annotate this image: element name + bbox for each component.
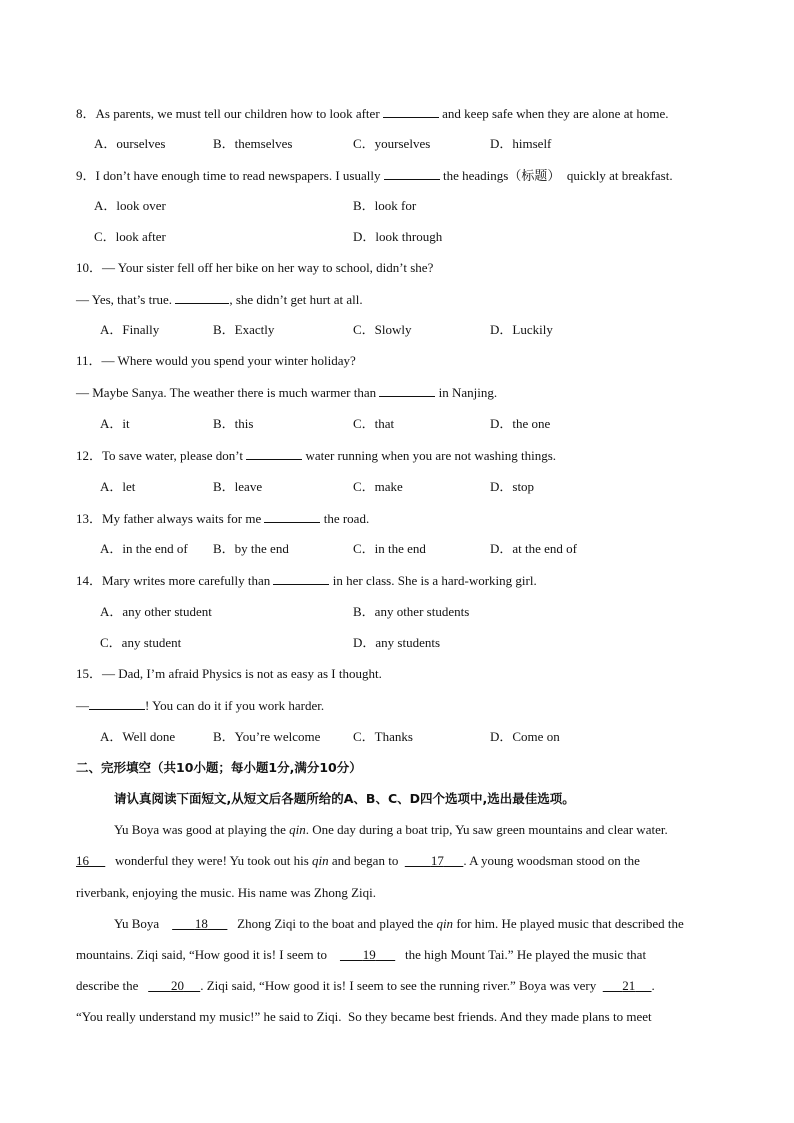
blank-number: 18 bbox=[194, 916, 208, 931]
answer-blank[interactable] bbox=[89, 697, 145, 710]
blank-17[interactable] bbox=[405, 853, 464, 868]
blank-number: 19 bbox=[362, 947, 376, 962]
question-8 bbox=[76, 105, 668, 122]
question-10 bbox=[76, 260, 433, 276]
section-instruction: 请认真阅读下面短文,从短文后各题所给的A、B、C、D四个选项中,选出最佳选项。 bbox=[114, 791, 575, 806]
passage-text: the high Mount Tai.” He played the music that bbox=[404, 947, 647, 962]
option-a[interactable]: A．let bbox=[100, 479, 136, 494]
question-number: 15． bbox=[76, 666, 103, 681]
option-b[interactable]: B．by the end bbox=[213, 541, 289, 556]
option-c[interactable]: C．yourselves bbox=[353, 136, 431, 151]
blank-number: 17 bbox=[430, 853, 444, 868]
question-number: 11． bbox=[76, 353, 102, 368]
question-stem: — Dad, I’m afraid Physics is not as easy as I thought. bbox=[102, 666, 382, 681]
option-c[interactable]: C．that bbox=[353, 416, 395, 431]
question-stem: the headings（标题） quickly at breakfast. bbox=[439, 168, 673, 183]
option-c[interactable]: C．in the end bbox=[353, 541, 426, 556]
reply-text: — Maybe Sanya. The weather there is much warmer than bbox=[76, 385, 380, 400]
question-stem: — Your sister fell off her bike on her way to school, didn’t she? bbox=[102, 260, 434, 275]
passage-text: Zhong Ziqi to the boat and played the bbox=[237, 916, 437, 931]
passage-term: qin bbox=[436, 916, 454, 931]
blank-number: 21 bbox=[622, 978, 636, 993]
question-10-reply bbox=[76, 291, 363, 308]
answer-blank[interactable] bbox=[379, 384, 435, 397]
question-11 bbox=[76, 353, 356, 369]
question-14 bbox=[76, 572, 537, 589]
blank-21[interactable] bbox=[603, 978, 652, 993]
blank-18[interactable] bbox=[172, 916, 227, 931]
question-stem: water running when you are not washing things. bbox=[302, 448, 556, 463]
reply-text: in Nanjing. bbox=[435, 385, 498, 400]
question-stem: To save water, please don’t bbox=[102, 448, 247, 463]
passage-line bbox=[76, 853, 640, 869]
question-stem: and keep safe when they are alone at home. bbox=[438, 106, 669, 121]
blank-16[interactable] bbox=[76, 853, 105, 868]
passage-line: “You really understand my music!” he said to Ziqi. So they became best friends. And they made plans to meet bbox=[76, 1009, 652, 1024]
passage-term: qin bbox=[312, 853, 329, 868]
option-c[interactable]: C．make bbox=[353, 479, 403, 494]
question-12 bbox=[76, 447, 556, 464]
question-number: 12． bbox=[76, 448, 103, 463]
option-b[interactable]: B．leave bbox=[213, 479, 263, 494]
option-a[interactable]: A．look over bbox=[94, 198, 166, 213]
answer-blank[interactable] bbox=[246, 447, 302, 460]
passage-text: describe the bbox=[76, 978, 139, 993]
option-d[interactable]: D．stop bbox=[490, 479, 535, 494]
question-9 bbox=[76, 167, 673, 184]
option-d[interactable]: D．at the end of bbox=[490, 541, 578, 556]
option-b[interactable]: B．this bbox=[213, 416, 254, 431]
question-15-reply bbox=[76, 697, 324, 714]
option-a[interactable]: A．Well done bbox=[100, 729, 176, 744]
answer-blank[interactable] bbox=[175, 291, 229, 304]
option-c[interactable]: C．any student bbox=[100, 635, 182, 650]
passage-text: mountains. Ziqi said, “How good it is! I seem to bbox=[76, 947, 327, 962]
passage-term: qin bbox=[289, 822, 306, 837]
question-stem: — Where would you spend your winter holiday? bbox=[101, 353, 356, 368]
answer-blank[interactable] bbox=[273, 572, 329, 585]
question-number: 9． bbox=[76, 168, 96, 183]
blank-20[interactable] bbox=[148, 978, 200, 993]
question-number: 13． bbox=[76, 511, 103, 526]
passage-text: . Ziqi said, “How good it is! I seem to see the running river.” Boya was very bbox=[200, 978, 597, 993]
passage-line bbox=[76, 947, 646, 963]
question-15 bbox=[76, 666, 382, 682]
option-b[interactable]: B．You’re welcome bbox=[213, 729, 321, 744]
section-heading: 二、完形填空（共10小题；每小题1分,满分10分） bbox=[76, 760, 362, 775]
passage-text: . One day during a boat trip, Yu saw green mountains and clear water. bbox=[305, 822, 668, 837]
option-b[interactable]: B．themselves bbox=[213, 136, 293, 151]
option-c[interactable]: C．Slowly bbox=[353, 322, 412, 337]
question-stem: As parents, we must tell our children how to look after bbox=[95, 106, 383, 121]
answer-blank[interactable] bbox=[383, 105, 439, 118]
option-a[interactable]: A．it bbox=[100, 416, 130, 431]
question-number: 14． bbox=[76, 573, 103, 588]
option-a[interactable]: A．Finally bbox=[100, 322, 160, 337]
option-c[interactable]: C．Thanks bbox=[353, 729, 413, 744]
reply-text: — bbox=[76, 698, 89, 713]
passage-text: and began to bbox=[328, 853, 399, 868]
question-number: 8． bbox=[76, 106, 96, 121]
question-stem: My father always waits for me bbox=[102, 511, 265, 526]
option-b[interactable]: B．Exactly bbox=[213, 322, 275, 337]
passage-text: . A young woodsman stood on the bbox=[463, 853, 640, 868]
question-stem: the road. bbox=[320, 511, 370, 526]
question-11-reply bbox=[76, 384, 497, 401]
passage-line bbox=[114, 822, 668, 838]
passage-text: for him. He played music that described the bbox=[453, 916, 684, 931]
question-stem: I don’t have enough time to read newspapers. I usually bbox=[95, 168, 384, 183]
answer-blank[interactable] bbox=[384, 167, 440, 180]
blank-19[interactable] bbox=[340, 947, 395, 962]
reply-text: ! You can do it if you work harder. bbox=[145, 698, 325, 713]
answer-blank[interactable] bbox=[264, 510, 320, 523]
question-13 bbox=[76, 510, 369, 527]
option-d[interactable]: D．any students bbox=[353, 635, 441, 650]
passage-line: riverbank, enjoying the music. His name was Zhong Ziqi. bbox=[76, 885, 377, 900]
option-d[interactable]: D．himself bbox=[490, 136, 552, 151]
question-stem: Mary writes more carefully than bbox=[102, 573, 274, 588]
passage-text: Yu Boya bbox=[114, 916, 160, 931]
reply-text: , she didn’t get hurt at all. bbox=[229, 292, 363, 307]
option-c[interactable]: C．look after bbox=[94, 229, 166, 244]
reply-text: — Yes, that’s true. bbox=[76, 292, 176, 307]
passage-text: . bbox=[651, 978, 655, 993]
option-b[interactable]: B．look for bbox=[353, 198, 417, 213]
option-d[interactable]: D．the one bbox=[490, 416, 551, 431]
option-d[interactable]: D．look through bbox=[353, 229, 443, 244]
option-d[interactable]: D．Luckily bbox=[490, 322, 553, 337]
blank-number: 20 bbox=[170, 978, 184, 993]
option-d[interactable]: D．Come on bbox=[490, 729, 560, 744]
blank-number: 16 bbox=[76, 853, 89, 868]
question-number: 10． bbox=[76, 260, 103, 275]
option-b[interactable]: B．any other students bbox=[353, 604, 470, 619]
passage-line bbox=[114, 916, 684, 932]
question-stem: in her class. She is a hard-working girl. bbox=[329, 573, 537, 588]
option-a[interactable]: A．ourselves bbox=[94, 136, 166, 151]
passage-text: Yu Boya was good at playing the bbox=[114, 822, 290, 837]
passage-line bbox=[76, 978, 655, 994]
option-a[interactable]: A．any other student bbox=[100, 604, 212, 619]
option-a[interactable]: A．in the end of bbox=[100, 541, 188, 556]
passage-text: wonderful they were! Yu took out his bbox=[115, 853, 313, 868]
